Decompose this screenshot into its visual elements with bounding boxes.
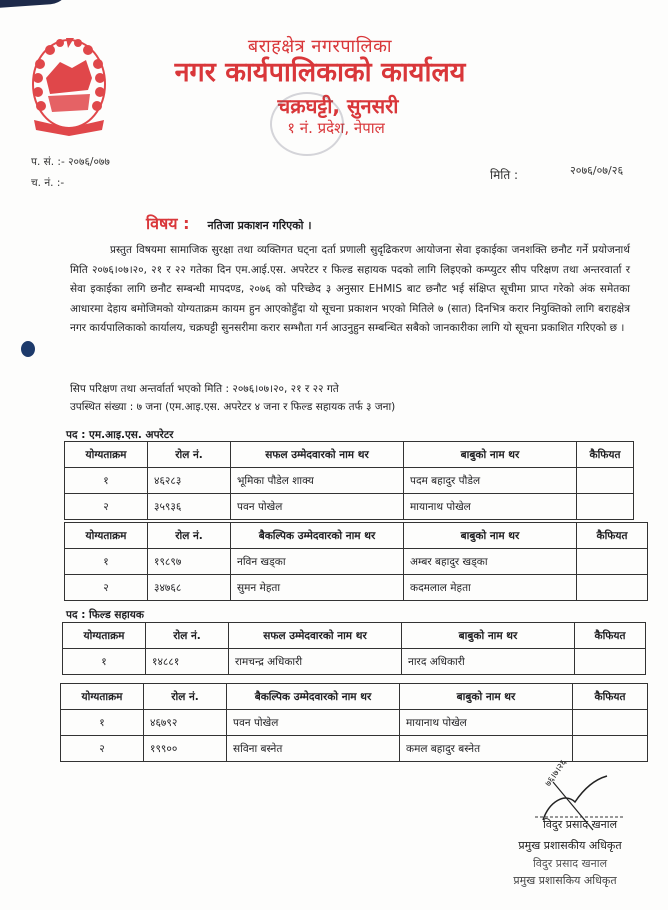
table-row [65,468,634,494]
cell-name: भूमिका पौडेल शाक्य [231,468,404,494]
cell-roll: १४८८१ [146,649,229,675]
table-row [65,494,634,520]
cell-rank: १ [63,649,146,675]
cell-father: कमल बहादुर बस्नेत [400,736,573,762]
col-rank: योग्यताक्रम [61,684,144,710]
col-name: बैकल्पिक उम्मेदवारको नाम थर [231,523,404,549]
cell-rank: २ [65,575,148,601]
chn-label: च. नं. :- [31,177,65,189]
province-country: १ नं. प्रदेश, नेपाल [287,119,385,137]
office-seal-stamp [270,92,344,156]
table-row [65,575,648,601]
cell-roll: ४६२८३ [148,468,231,494]
cell-roll: ४६७९२ [144,710,227,736]
cell-roll: १९९०० [144,736,227,762]
cell-roll: १९८९७ [148,549,231,575]
cell-name: सविना बस्नेत [227,736,400,762]
col-rank: योग्यताक्रम [65,523,148,549]
col-name: सफल उम्मेदवारको नाम थर [231,442,404,468]
cell-rank: १ [65,468,148,494]
table-row [63,649,646,675]
cell-father: पदम बहादुर पौडेल [404,468,577,494]
date-label: मिति : [490,168,519,182]
municipality-name: बराहक्षेत्र नगरपालिका [247,36,393,57]
col-name: सफल उम्मेदवारको नाम थर [229,623,402,649]
col-rank: योग्यताक्रम [65,442,148,468]
col-remarks: कैफियत [575,623,646,649]
hole-punch [21,341,35,357]
col-father: बाबुको नाम थर [400,684,573,710]
col-roll: रोल नं. [146,623,229,649]
signatory-title: प्रमुख प्रशासकीय अधिकृत [518,839,622,852]
subject-label: विषय : [146,214,190,233]
col-roll: रोल नं. [144,684,227,710]
stamp-title: प्रमुख प्रशासकिय अधिकृत [513,874,617,887]
letter-number [31,155,110,169]
signature-date: ७६।७।२६ [543,758,570,789]
signatory-name: विदुर प्रसाद खनाल [542,818,618,831]
ps-label: प. सं. :- [31,156,65,168]
col-name: बैकल्पिक उम्मेदवारको नाम थर [227,684,400,710]
cell-father: कदमलाल मेहता [404,575,577,601]
cell-name: रामचन्द्र अधिकारी [229,649,402,675]
cell-rank: १ [61,710,144,736]
field-successful-table [62,622,646,675]
subject-value: नतिजा प्रकाशन गरिएको । [207,219,312,232]
mis-alternate-table [64,522,648,601]
cell-father: मायानाथ पोखेल [400,710,573,736]
col-roll: रोल नं. [148,523,231,549]
table-header-row [65,442,634,468]
col-remarks: कैफियत [573,684,648,710]
col-father: बाबुको नाम थर [402,623,575,649]
col-remarks: कैफियत [577,523,648,549]
table-header-row [63,623,646,649]
cell-name: पवन पोखेल [227,710,400,736]
subject-line [146,212,312,234]
post-title-field-assistant: पद : फिल्ड सहायक [66,609,144,621]
table-row [61,710,648,736]
cell-remarks [577,549,648,575]
cell-name: पवन पोखेल [231,494,404,520]
cell-name: नविन खड्का [231,549,404,575]
cell-remarks [575,649,646,675]
cell-remarks [577,575,648,601]
office-title: नगर कार्यपालिकाको कार्यालय [174,57,466,88]
nepal-emblem-logo [28,34,110,140]
ps-value: २०७६/०७७ [68,156,110,168]
col-father: बाबुको नाम थर [404,442,577,468]
col-roll: रोल नं. [148,442,231,468]
cell-rank: २ [61,736,144,762]
cell-father: अम्बर बहादुर खड्का [404,549,577,575]
stamp-name: विदुर प्रसाद खनाल [532,857,608,870]
notice-body [70,241,630,339]
cell-roll: ३५९३६ [148,494,231,520]
notice-paragraph: प्रस्तुत विषयमा सामाजिक सुरक्षा तथा व्यक्तिगत घट्ना दर्ता प्रणाली सुदृढिकरण आयोजना सेवा इकाईका जनशक्ति छनौट गर्ने प्रयोजनार्थ मिति २०७६।०७।२०, २१ र २२ गतेका दिन एम.आई.एस. अपरेटर र फिल्ड सहायक पदको लागि लिइएको कम्प्युटर सीप परिक्षण तथा अन्तरवार्ता र सेवा इकाईका लागि छनौट सम्बन्धी मापदण्ड, २०७६ को परिच्छेद ३ अनुसार EHMIS बाट छनौट भई संक्षिप्त सूचीमा प्राप्त गरेको अंक समेतका आधारमा देहाय बमोजिमको योग्यताक्रम कायम हुन आएकोहुँदा यो सूचना प्रकाशन भएको मितिले ७ (सात) दिनभित्र करार नियुक्तिको लागि बराहक्षेत्र नगर कार्यपालिकाको कार्यालय, चक्रघट्टी सुनसरीमा करार सम्भौता गर्न आउनुहुन सम्बन्धित सबैको जानकारीका लागि यो सूचना प्रकाशित गरिएको छ । [70,244,630,334]
date-value: २०७६/०७/२६ [570,164,624,177]
table-header-row [65,523,648,549]
cell-remarks [577,468,634,494]
cell-remarks [577,494,634,520]
cell-father: मायानाथ पोखेल [404,494,577,520]
cell-remarks [573,710,648,736]
cell-remarks [573,736,648,762]
table-header-row [61,684,648,710]
table-row [65,549,648,575]
cell-roll: ३४७६८ [148,575,231,601]
office-location: चक्रघट्टी, सुनसरी [277,94,399,118]
col-rank: योग्यताक्रम [63,623,146,649]
cell-rank: १ [65,549,148,575]
test-date-line: सिप परिक्षण तथा अन्तर्वार्ता भएको मिति : २०७६।०७।२०, २१ र २२ गते [70,383,339,395]
cell-name: सुमन मेहता [231,575,404,601]
post-title-mis-operator: पद : एम.आइ.एस. अपरेटर [66,429,174,441]
col-remarks: कैफियत [577,442,634,468]
field-alternate-table [60,683,648,762]
attendance-line: उपस्थित संख्या : ७ जना (एम.आइ.एस. अपरेटर ४ जना र फिल्ड सहायक तर्फ ३ जना) [70,401,396,413]
cell-father: नारद अधिकारी [402,649,575,675]
dispatch-number [31,176,64,190]
cell-rank: २ [65,494,148,520]
mis-successful-table [64,441,634,520]
col-father: बाबुको नाम थर [404,523,577,549]
scan-edge-shadow [0,0,71,9]
